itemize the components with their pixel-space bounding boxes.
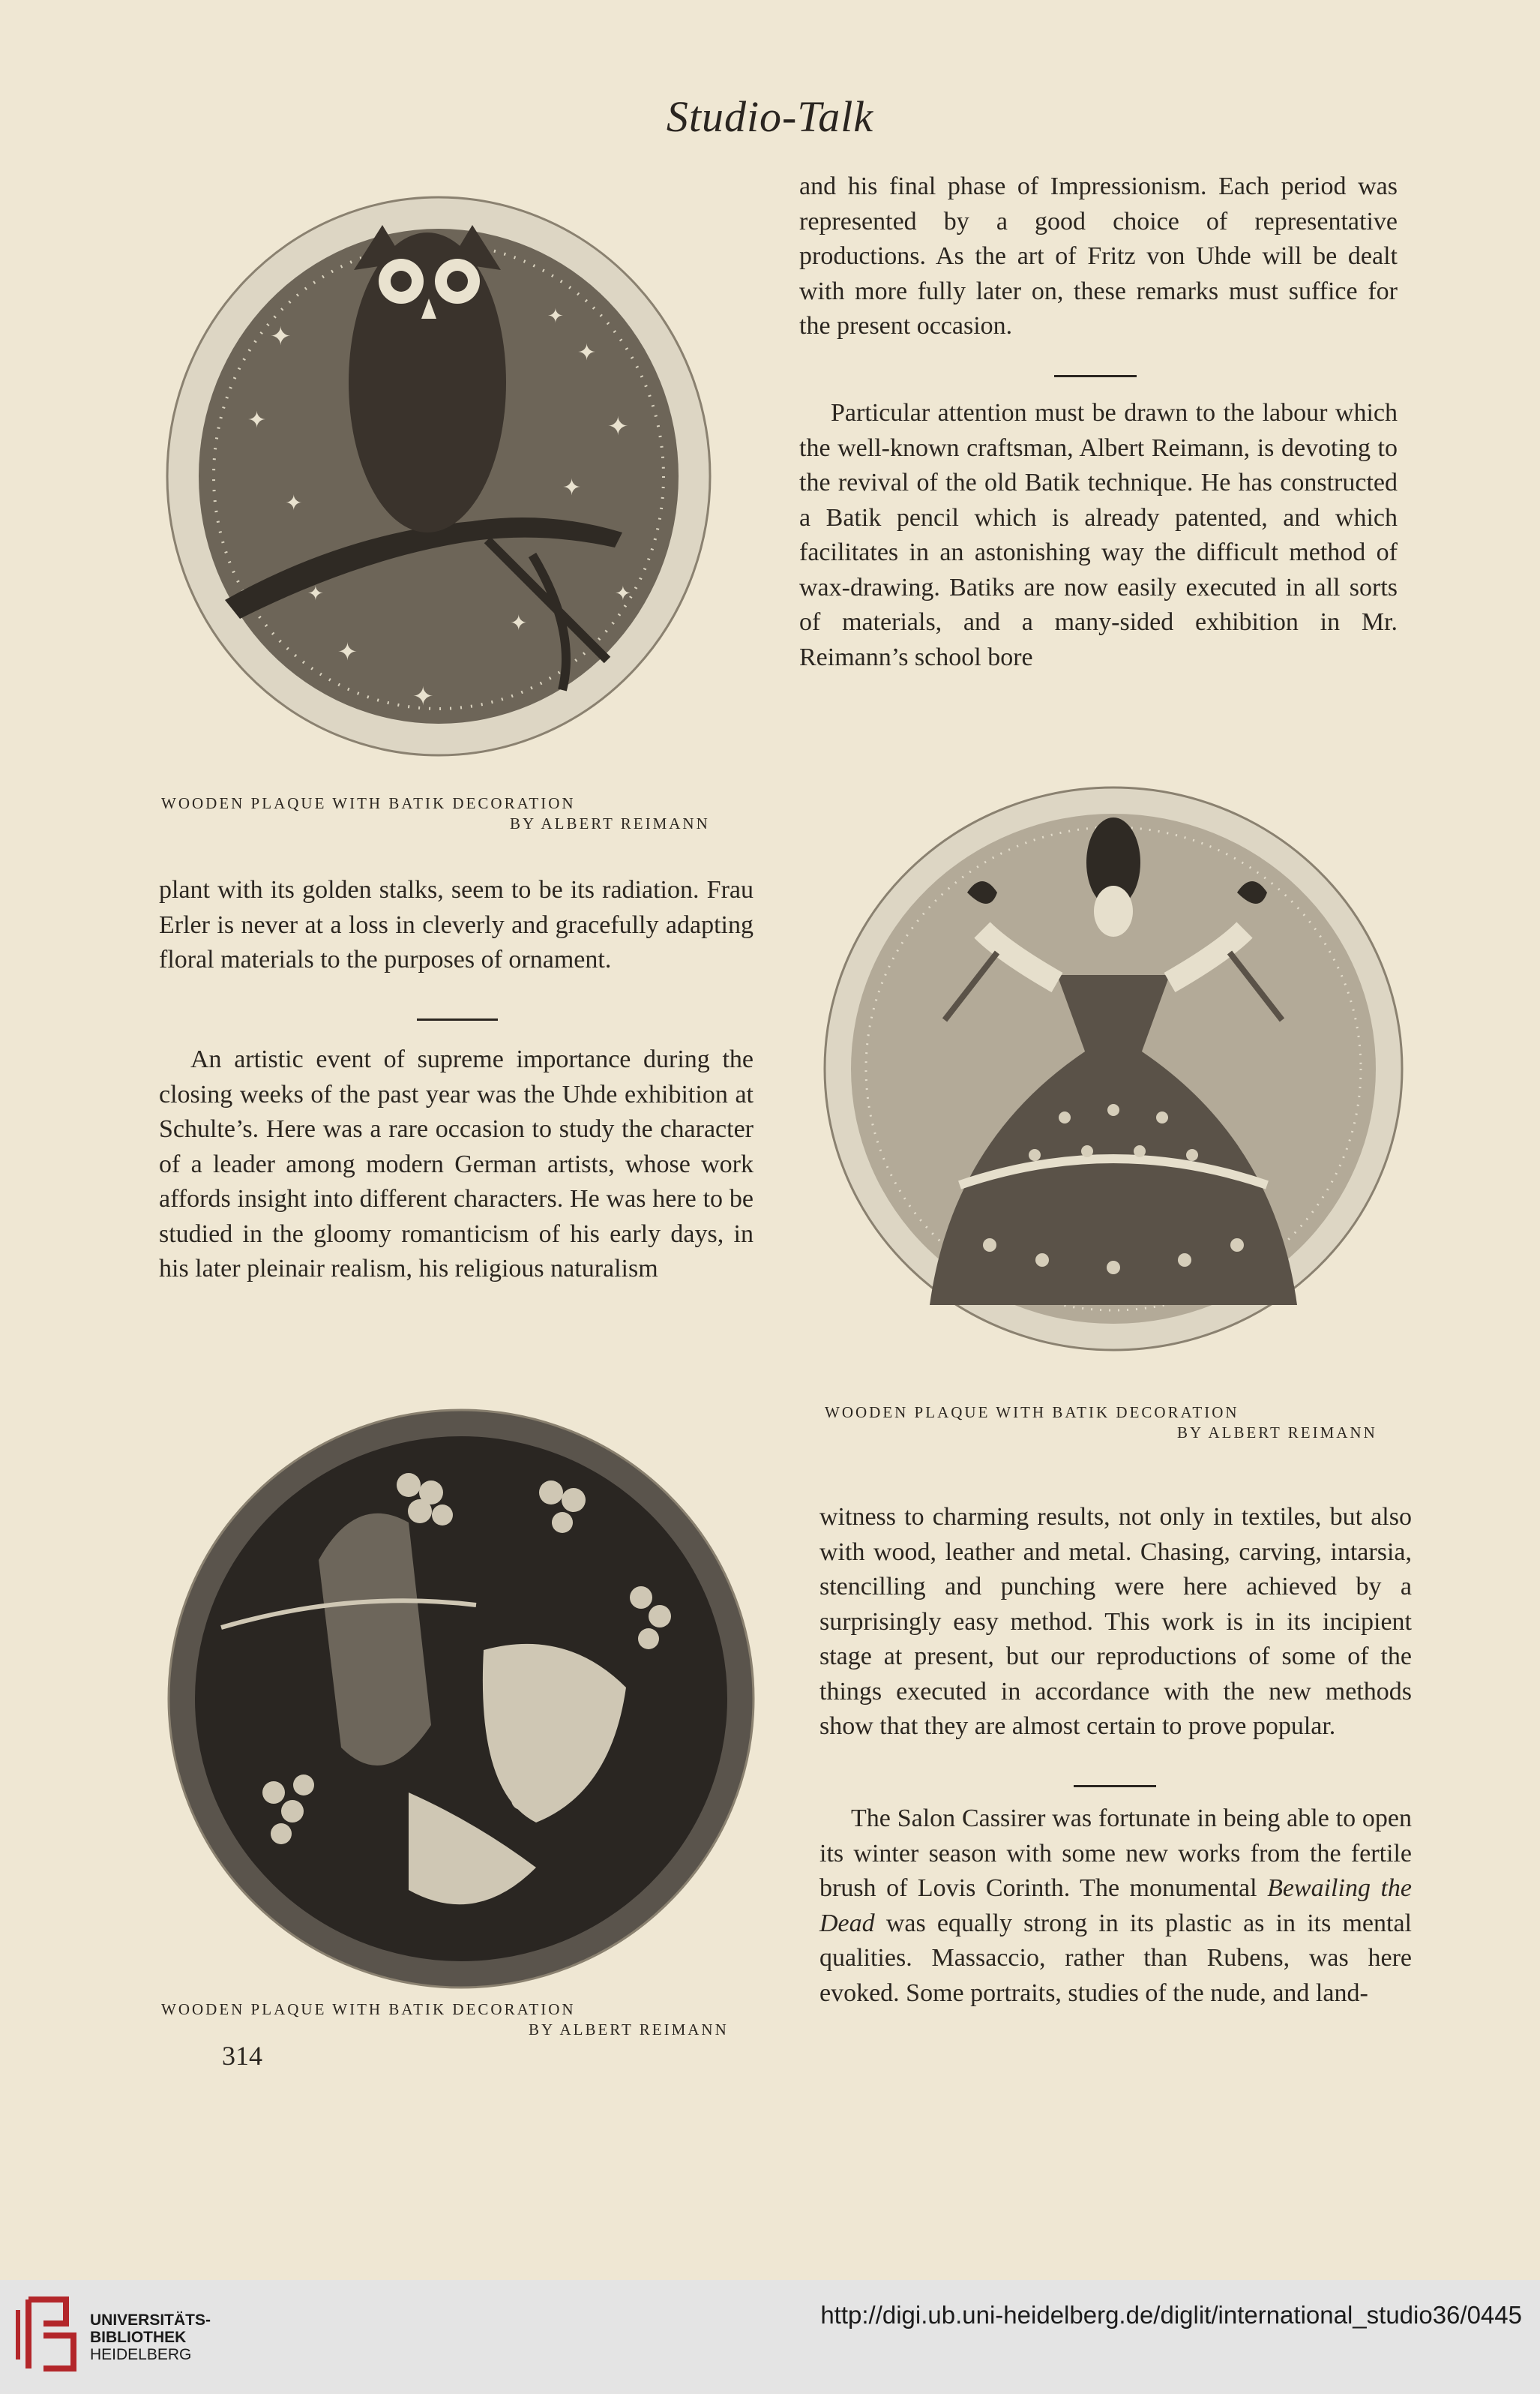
- source-url-link[interactable]: http://digi.ub.uni-heidelberg.de/diglit/international_studio36/0445: [820, 2301, 1522, 2329]
- right-bottom-paragraph-2: [819, 1802, 1412, 2011]
- university-library-logo-icon: [13, 2294, 82, 2376]
- paragraph-text-before: The Salon Cassirer was fortunate in being able to open its winter season with some new works from the fertile brush of Lovis Corinth. The monumental: [819, 1804, 1412, 1902]
- svg-text:✦: ✦: [510, 612, 528, 635]
- lady-caption-line1: WOODEN PLAQUE WITH BATIK DECORATION: [825, 1403, 1239, 1421]
- library-name-line2: BIBLIOTHEK: [90, 2329, 187, 2346]
- library-name-line1: UNIVERSITÄTS-: [90, 2312, 211, 2329]
- grapes-caption: [161, 2000, 729, 2040]
- owl-plaque-image: [157, 180, 727, 772]
- right-top-paragraph-1: and his final phase of Impressionism. Each period was represented by a good choice of representative productions. As the art of Fritz von Uhde will be dealt with more fully later on, these remarks must suffice for the present occasion.: [799, 172, 1398, 340]
- right-top-paragraph-2: Particular attention must be drawn to the labour which the well-known craftsman, Albert Reimann, is devoting to the revival of the old Batik technique. He has constructed a Batik pencil which is already patented, and which facilitates in an astonishing way the difficult method of wax-drawing. Batiks are now easily executed in all sorts of materials, and a many-sided exhibition in Mr. Reimann’s school bore: [799, 399, 1398, 671]
- grapes-plaque-image: [161, 1402, 761, 1995]
- owl-caption-line2: BY ALBERT REIMANN: [510, 814, 710, 832]
- library-name-line3: HEIDELBERG: [90, 2346, 192, 2363]
- svg-text:✦: ✦: [547, 305, 564, 327]
- lady-plaque-image: [817, 780, 1410, 1358]
- svg-text:✦: ✦: [607, 413, 629, 441]
- grapes-caption-line1: WOODEN PLAQUE WITH BATIK DECORATION: [161, 2000, 576, 2018]
- svg-text:✦: ✦: [577, 340, 597, 365]
- section-divider: [1054, 375, 1137, 377]
- svg-text:✦: ✦: [412, 683, 434, 711]
- svg-text:✦: ✦: [307, 583, 324, 604]
- svg-text:✦: ✦: [285, 492, 303, 515]
- left-paragraph-2: An artistic event of supreme importance during the closing weeks of the past year was the Uhde exhibition at Schulte’s. Here was a rare occasion to study the character of a leader among modern German artists, whose work affords insight into different characters. He was here to be studied in the gloomy romanticism of his early days, in his later pleinair realism, his religious naturalism: [159, 1046, 754, 1282]
- footer-bar: [0, 2280, 1540, 2394]
- svg-text:✦: ✦: [615, 583, 631, 604]
- page-number: 314: [222, 2041, 262, 2071]
- library-name: [90, 2312, 211, 2363]
- running-head: Studio-Talk: [666, 92, 874, 141]
- lady-caption-line2: BY ALBERT REIMANN: [1177, 1424, 1377, 1442]
- grapes-caption-line2: BY ALBERT REIMANN: [529, 2020, 729, 2038]
- owl-caption: [161, 794, 710, 834]
- svg-text:✦: ✦: [270, 323, 292, 351]
- svg-text:✦: ✦: [337, 638, 358, 665]
- artwork-title: Bewailing the Dead: [819, 1874, 1412, 1937]
- svg-text:✦: ✦: [562, 476, 582, 500]
- section-divider: [1074, 1785, 1156, 1787]
- section-divider: [417, 1018, 498, 1021]
- left-paragraph-1: plant with its golden stalks, seem to be its radiation. Frau Erler is never at a loss in cleverly and gracefully adapting floral materials to the purposes of ornament.: [159, 876, 754, 974]
- lady-caption: [825, 1402, 1377, 1443]
- owl-caption-line1: WOODEN PLAQUE WITH BATIK DECORATION: [161, 794, 576, 812]
- right-bottom-paragraph-1: witness to charming results, not only in textiles, but also with wood, leather and metal. Chasing, carving, intarsia, stencilling and punching were here achieved by a surprisingly easy method. This work is in its incipient stage at present, but our reproductions of some of the things executed in accordance with the new methods show that they are almost certain to prove popular.: [819, 1503, 1412, 1740]
- paragraph-text-after: was equally strong in its plastic as in its mental qualities. Massaccio, rather than Rubens, was here evoked. Some portraits, studies of the nude, and land-: [819, 1909, 1412, 2007]
- svg-text:✦: ✦: [247, 408, 267, 433]
